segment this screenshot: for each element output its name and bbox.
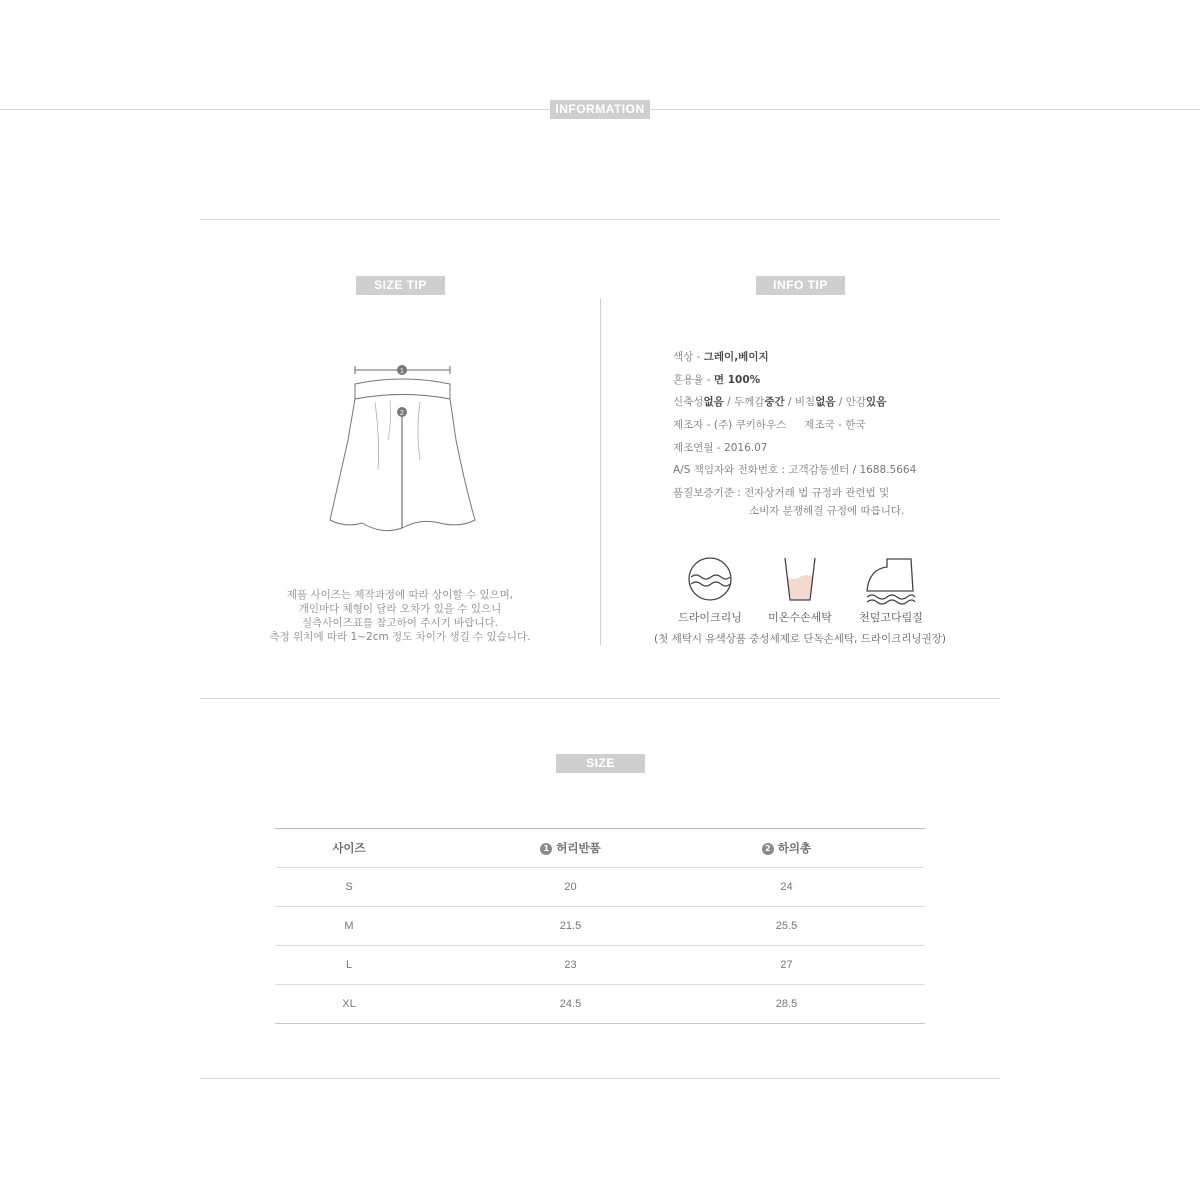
note-line: 측정 위치에 따라 1~2cm 정도 차이가 생길 수 있습니다.: [269, 631, 531, 643]
size-table-header: [275, 829, 925, 868]
table-row: [275, 907, 925, 946]
information-badge: INFORMATION: [550, 100, 650, 119]
size-badge: SIZE: [556, 754, 645, 773]
size-tip-badge: SIZE TIP: [356, 276, 445, 295]
size-cell: XL: [275, 985, 423, 1024]
info-color: 색상 - 그레이,베이지: [673, 351, 769, 363]
length-cell: 27: [718, 946, 855, 985]
note-line: 제품 사이즈는 제작과정에 따라 상이할 수 있으며,: [286, 589, 514, 601]
note-line: 개인마다 체형이 달라 오차가 있을 수 있으니: [298, 603, 502, 615]
size-cell: M: [275, 907, 423, 946]
header-spacer: [855, 829, 925, 868]
size-tip-note: [230, 588, 570, 644]
section-divider-top: [200, 219, 1000, 220]
waist-cell: 20: [423, 868, 718, 907]
care-iron: [845, 555, 937, 625]
table-row: [275, 946, 925, 985]
waist-cell: 23: [423, 946, 718, 985]
svg-text:2: 2: [400, 410, 404, 417]
section-divider-bottom: [200, 1078, 1000, 1079]
spacer-cell: [855, 868, 925, 907]
care-label: 드라이크리닝: [678, 611, 742, 624]
size-cell: L: [275, 946, 423, 985]
dry-clean-icon: [685, 555, 735, 605]
product-info: [673, 348, 916, 520]
care-note: (첫 세탁시 유색상품 중성세제로 단독손세탁, 드라이크리닝권장): [654, 633, 946, 645]
length-cell: 28.5: [718, 985, 855, 1024]
info-tip-badge: INFO TIP: [756, 276, 845, 295]
header-length: [718, 829, 855, 868]
quality-line: 품질보증기준 : 전자상거래 법 규정과 관련법 및: [673, 487, 890, 500]
header-size: 사이즈: [275, 829, 423, 868]
header-label: 하의총: [777, 841, 812, 855]
skirt-diagram: [320, 360, 490, 535]
info-quality: [673, 484, 916, 520]
note-line: 실측사이즈표를 참고하여 주시기 바랍니다.: [302, 617, 498, 629]
size-table: [275, 828, 925, 1024]
svg-text:1: 1: [400, 368, 404, 375]
waist-cell: 24.5: [423, 985, 718, 1024]
spacer-cell: [855, 907, 925, 946]
length-cell: 24: [718, 868, 855, 907]
info-maker: 제조자 - (주) 쿠키하우스 제조국 - 한국: [673, 419, 866, 432]
table-row: [275, 985, 925, 1024]
info-fabric: 신축성없음 / 두께감중간 / 비침없음 / 안감있음: [673, 396, 887, 409]
care-hand-wash: [754, 555, 846, 625]
column-divider: [600, 298, 601, 645]
section-divider-middle: [200, 698, 1000, 699]
care-label: 천덮고다림질: [859, 611, 923, 624]
table-row: [275, 868, 925, 907]
spacer-cell: [855, 946, 925, 985]
info-date: 제조연월 - 2016.07: [673, 441, 768, 454]
hand-wash-icon: [775, 555, 825, 605]
marker-2-icon: 2: [762, 843, 774, 855]
length-cell: 25.5: [718, 907, 855, 946]
spacer-cell: [855, 985, 925, 1024]
waist-cell: 21.5: [423, 907, 718, 946]
iron-icon: [863, 555, 919, 605]
size-cell: S: [275, 868, 423, 907]
care-label: 미온수손세탁: [768, 611, 832, 624]
marker-1-icon: 1: [540, 843, 552, 855]
info-as: A/S 책임자와 전화번호 : 고객감동센터 / 1688.5664: [673, 464, 917, 477]
header-label: 허리반품: [556, 841, 601, 855]
header-waist: [423, 829, 718, 868]
quality-line: 소비자 분쟁해결 규정에 따릅니다.: [749, 505, 905, 518]
care-dry-clean: [664, 555, 756, 625]
info-blend: 혼용율 - 면 100%: [673, 373, 761, 386]
